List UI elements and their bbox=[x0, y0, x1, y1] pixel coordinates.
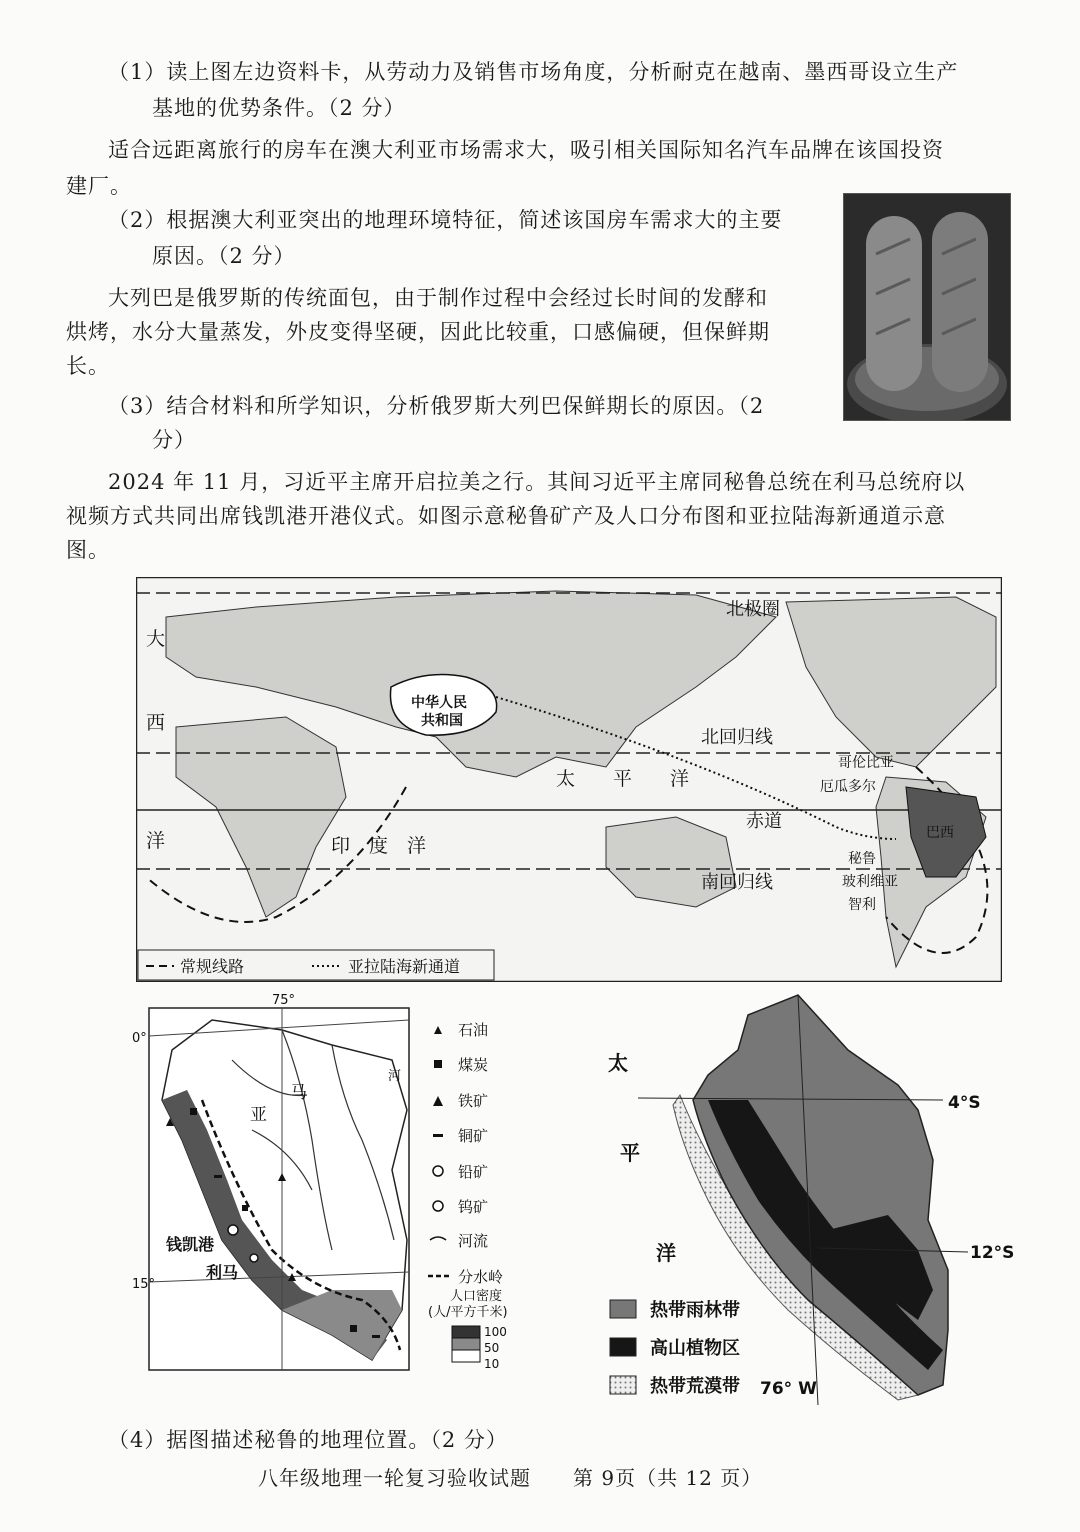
material-bread-line3: 长。 bbox=[66, 354, 110, 378]
material-bread-line1: 大列巴是俄罗斯的传统面包，由于制作过程中会经过长时间的发酵和 bbox=[108, 286, 768, 310]
legend-iron: 铁矿 bbox=[458, 1092, 489, 1110]
material-rv-line1: 适合远距离旅行的房车在澳大利亚市场需求大，吸引相关国际知名汽车品牌在该国投资 bbox=[108, 138, 944, 162]
legend-rainforest: 热带雨林带 bbox=[650, 1300, 740, 1321]
label-pacific: 太 平 洋 bbox=[556, 768, 690, 790]
material-peru-line2: 视频方式共同出席钱凯港开港仪式。如图示意秘鲁矿产及人口分布图和亚拉陆海新通道示意 bbox=[66, 504, 946, 528]
label-lon-75: 75° bbox=[272, 993, 296, 1008]
q2-line2: 原因。（2 分） bbox=[152, 244, 296, 268]
material-bread-line2: 烘烤，水分大量蒸发，外皮变得坚硬，因此比较重，口感偏硬，但保鲜期 bbox=[66, 320, 770, 344]
page-footer: 八年级地理一轮复习验收试题 第 9页（共 12 页） bbox=[258, 1466, 763, 1490]
material-peru-line1: 2024 年 11 月，习近平主席开启拉美之行。其间习近平主席同秘鲁总统在利马总统府以 bbox=[108, 470, 966, 494]
legend-river: 河流 bbox=[458, 1232, 489, 1250]
legend-regular-route: 常规线路 bbox=[180, 957, 245, 976]
legend-density-title-1: 人口密度 bbox=[450, 1289, 503, 1304]
label-pacific-2: 平 bbox=[620, 1141, 640, 1165]
label-colombia: 哥伦比亚 bbox=[838, 755, 894, 771]
q2-line1: （2）根据澳大利亚突出的地理环境特征，简述该国房车需求大的主要 bbox=[108, 208, 783, 232]
label-arctic-circle: 北极圈 bbox=[726, 599, 780, 620]
legend-tungsten: 钨矿 bbox=[458, 1198, 489, 1216]
label-amazon-2: 马 bbox=[290, 1083, 307, 1103]
label-equator: 赤道 bbox=[746, 811, 782, 832]
peru-vegetation-map bbox=[598, 990, 1028, 1410]
label-atlantic-1: 大 bbox=[146, 628, 166, 650]
q4: （4）据图描述秘鲁的地理位置。（2 分） bbox=[108, 1428, 508, 1452]
label-tropic-cancer: 北回归线 bbox=[701, 727, 773, 748]
label-lima: 利马 bbox=[206, 1263, 239, 1282]
legend-desert: 热带荒漠带 bbox=[650, 1376, 740, 1397]
label-chancay-port: 钱凯港 bbox=[166, 1235, 215, 1254]
q3-line1: （3）结合材料和所学知识，分析俄罗斯大列巴保鲜期长的原因。（2 bbox=[108, 394, 765, 418]
legend-density-title-2: (人/平方千米) bbox=[428, 1305, 508, 1320]
label-lat-12s: 12°S bbox=[970, 1243, 1015, 1263]
legend-density-10: 10 bbox=[484, 1357, 500, 1371]
label-pacific-3: 洋 bbox=[656, 1241, 676, 1265]
label-lat-15: 15° bbox=[132, 1277, 156, 1292]
q1-line1: （1）读上图左边资料卡，从劳动力及销售市场角度，分析耐克在越南、墨西哥设立生产 bbox=[108, 60, 959, 84]
label-atlantic-2: 西 bbox=[146, 712, 166, 734]
q3-line2: 分） bbox=[152, 428, 196, 452]
legend-oil: 石油 bbox=[458, 1021, 489, 1039]
world-map bbox=[136, 577, 1002, 982]
material-rv-line2: 建厂。 bbox=[66, 174, 132, 198]
legend-lead: 铅矿 bbox=[458, 1163, 489, 1181]
bread-photo bbox=[843, 193, 1011, 421]
label-peru: 秘鲁 bbox=[848, 851, 876, 867]
q1-line2: 基地的优势条件。（2 分） bbox=[152, 96, 406, 120]
label-tropic-capricorn: 南回归线 bbox=[701, 872, 773, 893]
label-bolivia: 玻利维亚 bbox=[842, 874, 898, 890]
legend-alpine: 高山植物区 bbox=[650, 1338, 740, 1359]
label-amazon-3: 河 bbox=[388, 1069, 402, 1084]
peru-mineral-map bbox=[132, 990, 542, 1390]
label-lon-76w: 76° W bbox=[760, 1379, 817, 1399]
label-lat-0: 0° bbox=[132, 1031, 147, 1046]
label-ecuador: 厄瓜多尔 bbox=[820, 779, 876, 795]
label-atlantic-3: 洋 bbox=[146, 830, 166, 852]
legend-watershed: 分水岭 bbox=[458, 1268, 504, 1286]
legend-coal: 煤炭 bbox=[458, 1056, 489, 1074]
label-chile: 智利 bbox=[848, 897, 876, 913]
label-china-1: 中华人民 bbox=[411, 695, 467, 711]
label-amazon-1: 亚 bbox=[250, 1105, 267, 1125]
legend-density-50: 50 bbox=[484, 1341, 500, 1355]
label-brazil: 巴西 bbox=[926, 825, 954, 841]
label-lat-4s: 4°S bbox=[948, 1093, 981, 1113]
legend-copper: 铜矿 bbox=[458, 1127, 489, 1145]
label-pacific-1: 太 bbox=[608, 1051, 628, 1075]
label-indian-ocean: 印 度 洋 bbox=[331, 835, 427, 857]
legend-density-100: 100 bbox=[484, 1325, 507, 1339]
material-peru-line3: 图。 bbox=[66, 538, 110, 562]
legend-new-corridor: 亚拉陆海新通道 bbox=[348, 957, 461, 976]
label-china-2: 共和国 bbox=[421, 713, 463, 729]
